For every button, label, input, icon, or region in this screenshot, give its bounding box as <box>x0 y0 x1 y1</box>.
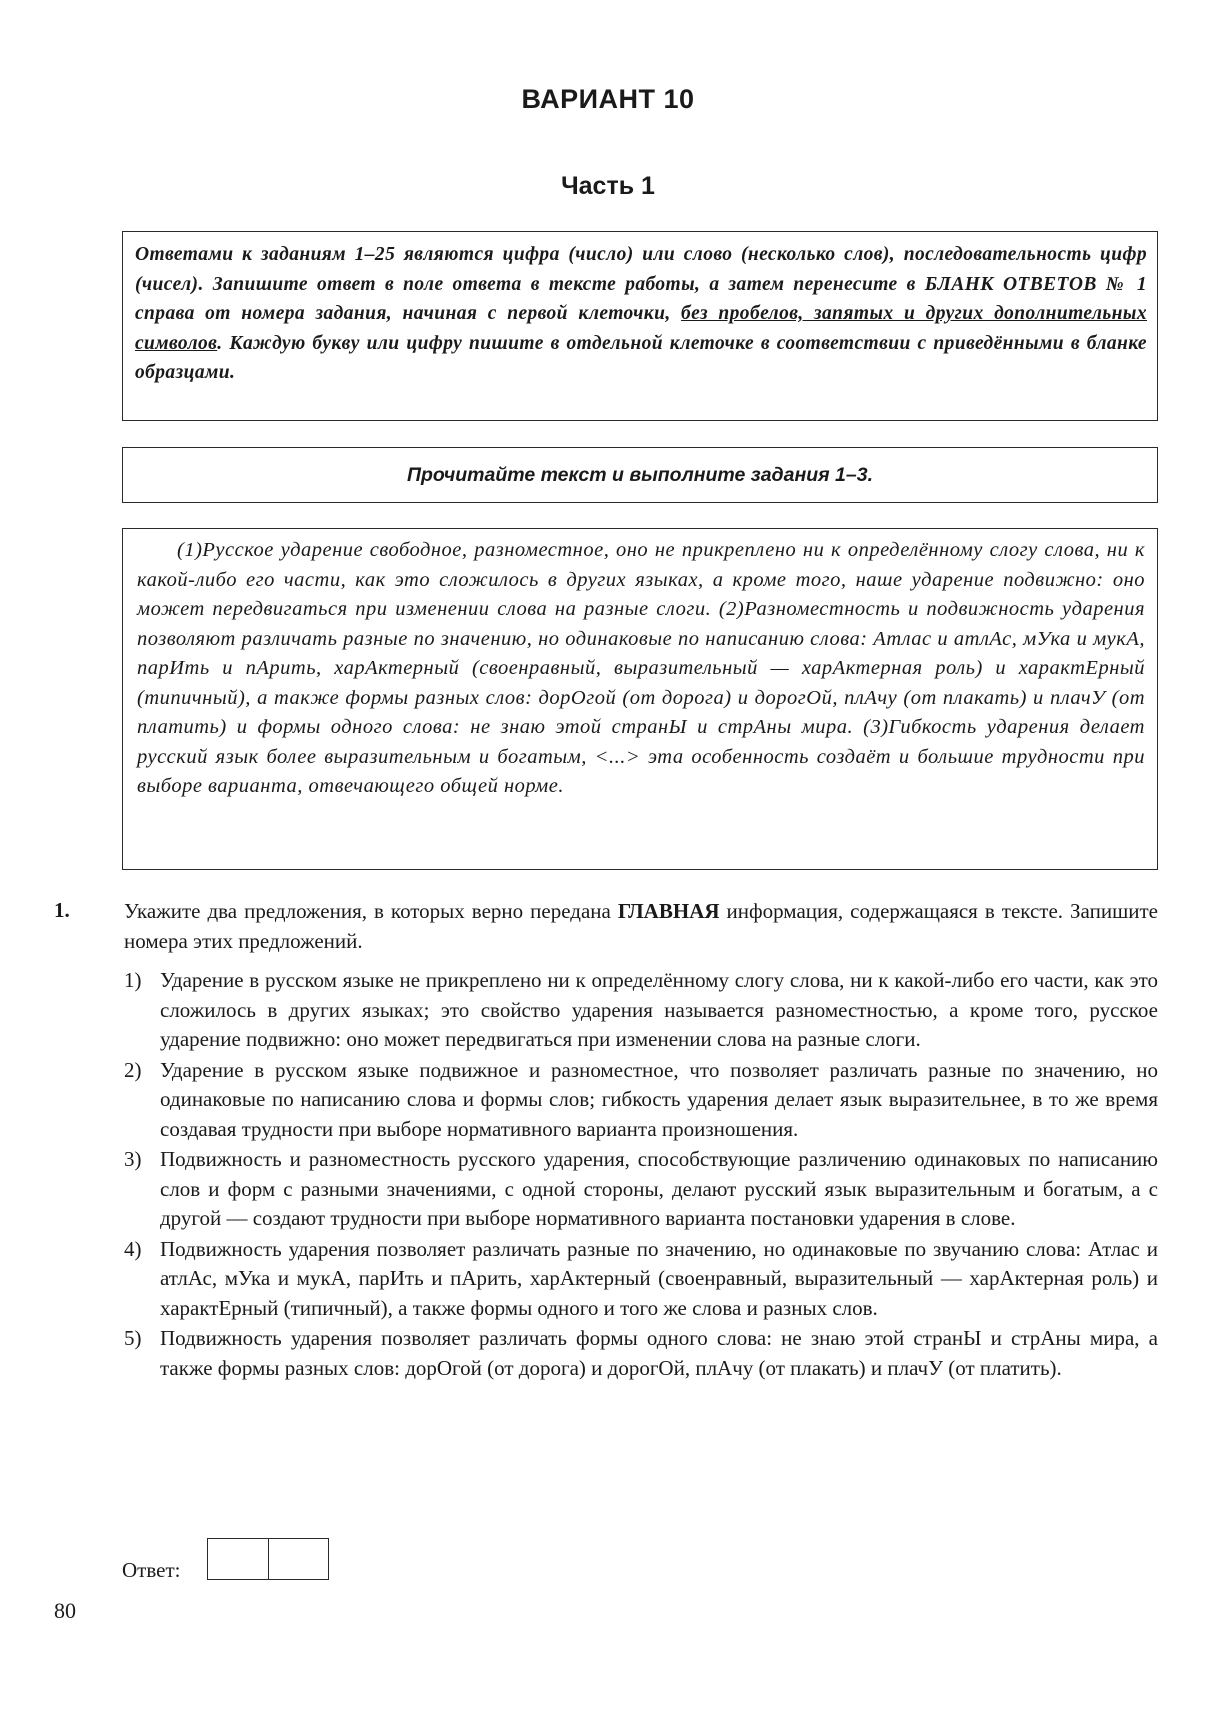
passage-text: (1)Русское ударение свободное, разноместное, оно не прикреплено ни к определённому слогу слова, ни к какой-либо его части, как это сложилось в других языках, а кроме того, наше ударение подвижно: оно может передвигаться при изменении слова на разные слоги. (2)Разноместность и подвижность ударения позволяют различать разные по значению, но одинаковые по написанию слова: Атлас и атлАс, мУка и мукА, парИть и пАрить, харАктерный (своенравный, выразительный — харАктерная роль) и характЕрный (типичный), а также формы разных слов: дорОгой (от дорога) и дорогОй, плАчу (от плакать) и плачУ (от платить) и формы одного слова: не знаю этой странЫ и стрАны мира. (3)Гибкость ударения делает русский язык более выразительным и богатым, <...> эта особенность создаёт и большие трудности при выборе варианта, отвечающего общей норме. <box>137 539 1145 797</box>
option-item <box>124 1145 1158 1234</box>
answer-box[interactable] <box>207 1538 329 1580</box>
instructions-box <box>122 231 1158 421</box>
instructions-underlined-text: без пробелов, запятых и других дополнительных символов <box>135 303 1147 354</box>
option-text: Ударение в русском языке подвижное и разноместное, что позволяет различать разные по значению, но одинаковые по написанию слова и формы слов; гибкость ударения делает язык выразительнее, в то же время создавая трудности при выборе нормативного варианта произношения. <box>160 1057 1158 1141</box>
variant-title: ВАРИАНТ 10 <box>521 84 695 114</box>
task-question-text-end: информация, содержащаяся в тексте. Запишите номера этих предложений. <box>124 899 1158 953</box>
option-number: 5) <box>124 1326 142 1350</box>
option-text: Подвижность ударения позволяет различать разные по значению, но одинаковые по звучанию слова: Атлас и атлАс, мУка и мукА, парИть и пАрить, харАктерный (своенравный, выразительный — харАктерная роль) и характЕрный (типичный), а также формы одного и того же слова и разных слов. <box>160 1236 1158 1320</box>
option-item <box>124 1235 1158 1324</box>
option-item <box>124 1324 1158 1383</box>
option-number: 4) <box>124 1236 142 1261</box>
page-number: 80 <box>54 1598 76 1623</box>
option-number: 1) <box>124 968 142 992</box>
reading-prompt: Прочитайте текст и выполните задания 1–3. <box>407 463 873 486</box>
instructions-text-end: . Каждую букву или цифру пишите в отдельной клеточке в соответствии с приведёнными в бланке образцами. <box>135 332 1147 383</box>
instructions-text: Ответами к заданиям 1–25 являются цифра (число) или слово (несколько слов), последовательность цифр (чисел). Запишите ответ в поле ответа в тексте работы, а затем перенесите в БЛАНК ОТВЕТОВ № 1 справа от номера задания, начиная с первой клеточки, <box>135 244 1147 324</box>
answer-cell[interactable] <box>208 1539 268 1579</box>
part-title: Часть 1 <box>561 172 655 200</box>
option-number: 3) <box>124 1147 142 1171</box>
answer-label: Ответ: <box>122 1558 181 1582</box>
option-number: 2) <box>124 1057 142 1082</box>
option-item <box>124 966 1158 1055</box>
option-text: Ударение в русском языке не прикреплено ни к определённому слогу слова, ни к какой-либо его части, как это сложилось в других языках; это свойство ударения называется разноместностью, а кроме того, русское ударение подвижно: оно может передвигаться при изменении слова на разные слоги. <box>160 968 1158 1051</box>
passage-box <box>122 528 1158 870</box>
task-question-bold: ГЛАВНАЯ <box>617 899 720 923</box>
option-text: Подвижность ударения позволяет различать формы одного слова: не знаю этой странЫ и стрАны мира, а также формы разных слов: дорОгой (от дорога) и дорогОй, плАчу (от плакать) и плачУ (от платить). <box>160 1326 1158 1380</box>
options-list <box>124 966 1158 1384</box>
option-text: Подвижность и разноместность русского ударения, способствующие различению одинаковых по написанию слов и форм с разными значениями, с одной стороны, делают русский язык выразительным и богатым, а с другой — создают трудности при выборе нормативного варианта постановки ударения в слове. <box>160 1147 1158 1230</box>
option-item <box>124 1056 1158 1145</box>
task-number: 1. <box>54 898 70 922</box>
task-question <box>124 896 1158 956</box>
answer-cell[interactable] <box>268 1539 329 1579</box>
reading-prompt-box <box>122 447 1158 503</box>
task-question-text: Укажите два предложения, в которых верно передана <box>124 899 618 923</box>
